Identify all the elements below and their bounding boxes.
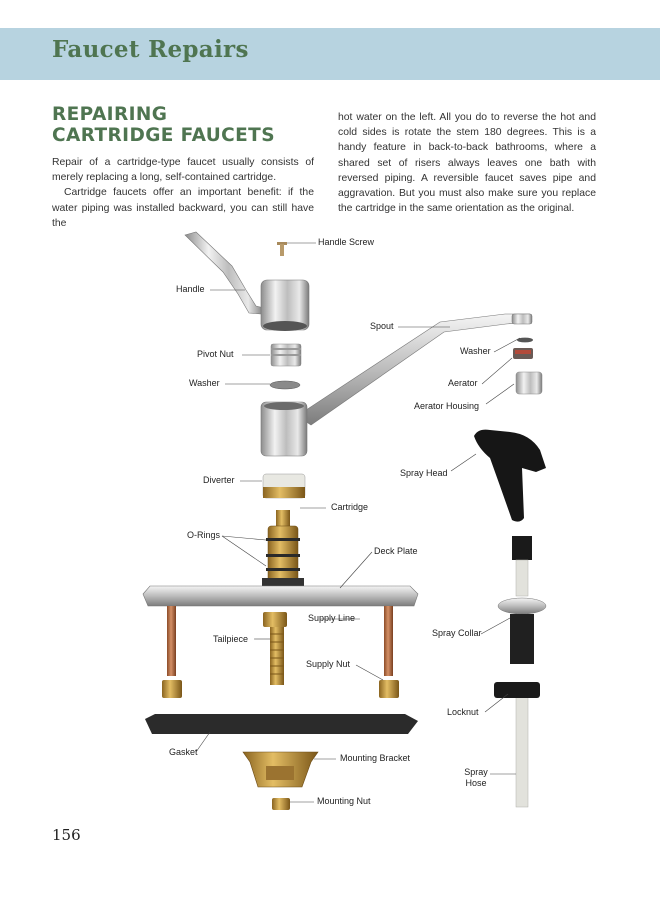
label-spray-hose — [463, 767, 489, 789]
spray-collar-part — [498, 598, 546, 664]
label-spray-collar: Spray Collar — [432, 628, 482, 638]
chapter-banner — [0, 28, 660, 80]
spray-head-part — [474, 430, 546, 522]
label-pivot-nut: Pivot Nut — [197, 349, 234, 359]
label-spray-hose-line-1: Spray — [464, 767, 488, 777]
locknut-part — [494, 682, 540, 698]
aerator-part — [513, 348, 533, 359]
paragraph-2-start: Cartridge faucets offer an important benefit: if the water piping was installed backward, you can still have the — [52, 187, 314, 229]
label-tailpiece: Tailpiece — [213, 634, 249, 644]
handle-part — [185, 232, 309, 331]
text-column-right — [338, 110, 596, 216]
text-column-left — [52, 155, 314, 231]
washer-part — [270, 381, 300, 389]
label-aerator: Aerator — [448, 378, 478, 388]
label-locknut: Locknut — [447, 707, 479, 717]
label-cartridge: Cartridge — [331, 502, 369, 512]
diverter-part — [263, 474, 305, 498]
label-spout: Spout — [370, 321, 394, 331]
diagram-artwork — [0, 222, 660, 822]
label-deck-plate: Deck Plate — [374, 546, 418, 556]
label-supply-line: Supply Line — [308, 613, 356, 623]
pivot-nut-part — [271, 344, 301, 366]
faucet-body-part — [261, 402, 307, 456]
handle-screw-part — [277, 242, 287, 256]
page-number: 156 — [52, 826, 81, 844]
supply-line-right-part — [379, 606, 399, 698]
label-handle-screw: Handle Screw — [318, 237, 375, 247]
label-mounting-bracket: Mounting Bracket — [340, 753, 411, 763]
label-washer-left: Washer — [189, 378, 220, 388]
chapter-title: Faucet Repairs — [52, 36, 249, 63]
section-heading-line-1: REPAIRING — [52, 104, 168, 125]
label-handle: Handle — [176, 284, 205, 294]
section-heading — [52, 104, 322, 146]
paragraph-2-end: hot water on the left. All you do to reverse the hot and cold sides is rotate the stem 180 degrees. This is a handy feature in back-to-back bathrooms, where a shared set of risers always leaves one bath with reversed piping. A reversible faucet saves pipe and aggravation. But you must also make sure you replace the cartridge in the same orientation as the original. — [338, 112, 596, 215]
aerator-housing-part — [516, 372, 542, 394]
label-spray-hose-line-2: Hose — [465, 778, 487, 788]
spray-hose-part — [512, 536, 532, 807]
cartridge-part — [262, 510, 304, 586]
mounting-bracket-part — [243, 752, 318, 787]
supply-line-left-part — [162, 606, 182, 698]
gasket-part — [145, 714, 418, 734]
label-supply-nut: Supply Nut — [306, 659, 351, 669]
label-washer-right: Washer — [460, 346, 491, 356]
mounting-nut-part — [272, 798, 290, 810]
tailpiece-part — [263, 612, 287, 685]
section-heading-line-2: CARTRIDGE FAUCETS — [52, 125, 275, 146]
exploded-faucet-diagram — [0, 222, 660, 822]
label-gasket: Gasket — [169, 747, 198, 757]
label-diverter: Diverter — [203, 475, 235, 485]
label-mounting-nut: Mounting Nut — [317, 796, 371, 806]
label-aerator-housing: Aerator Housing — [414, 401, 480, 411]
deck-plate-part — [143, 586, 418, 606]
label-o-rings: O-Rings — [187, 530, 221, 540]
label-spray-head: Spray Head — [400, 468, 448, 478]
paragraph-1: Repair of a cartridge-type faucet usually consists of merely replacing a long, self-contained cartridge. — [52, 157, 314, 184]
